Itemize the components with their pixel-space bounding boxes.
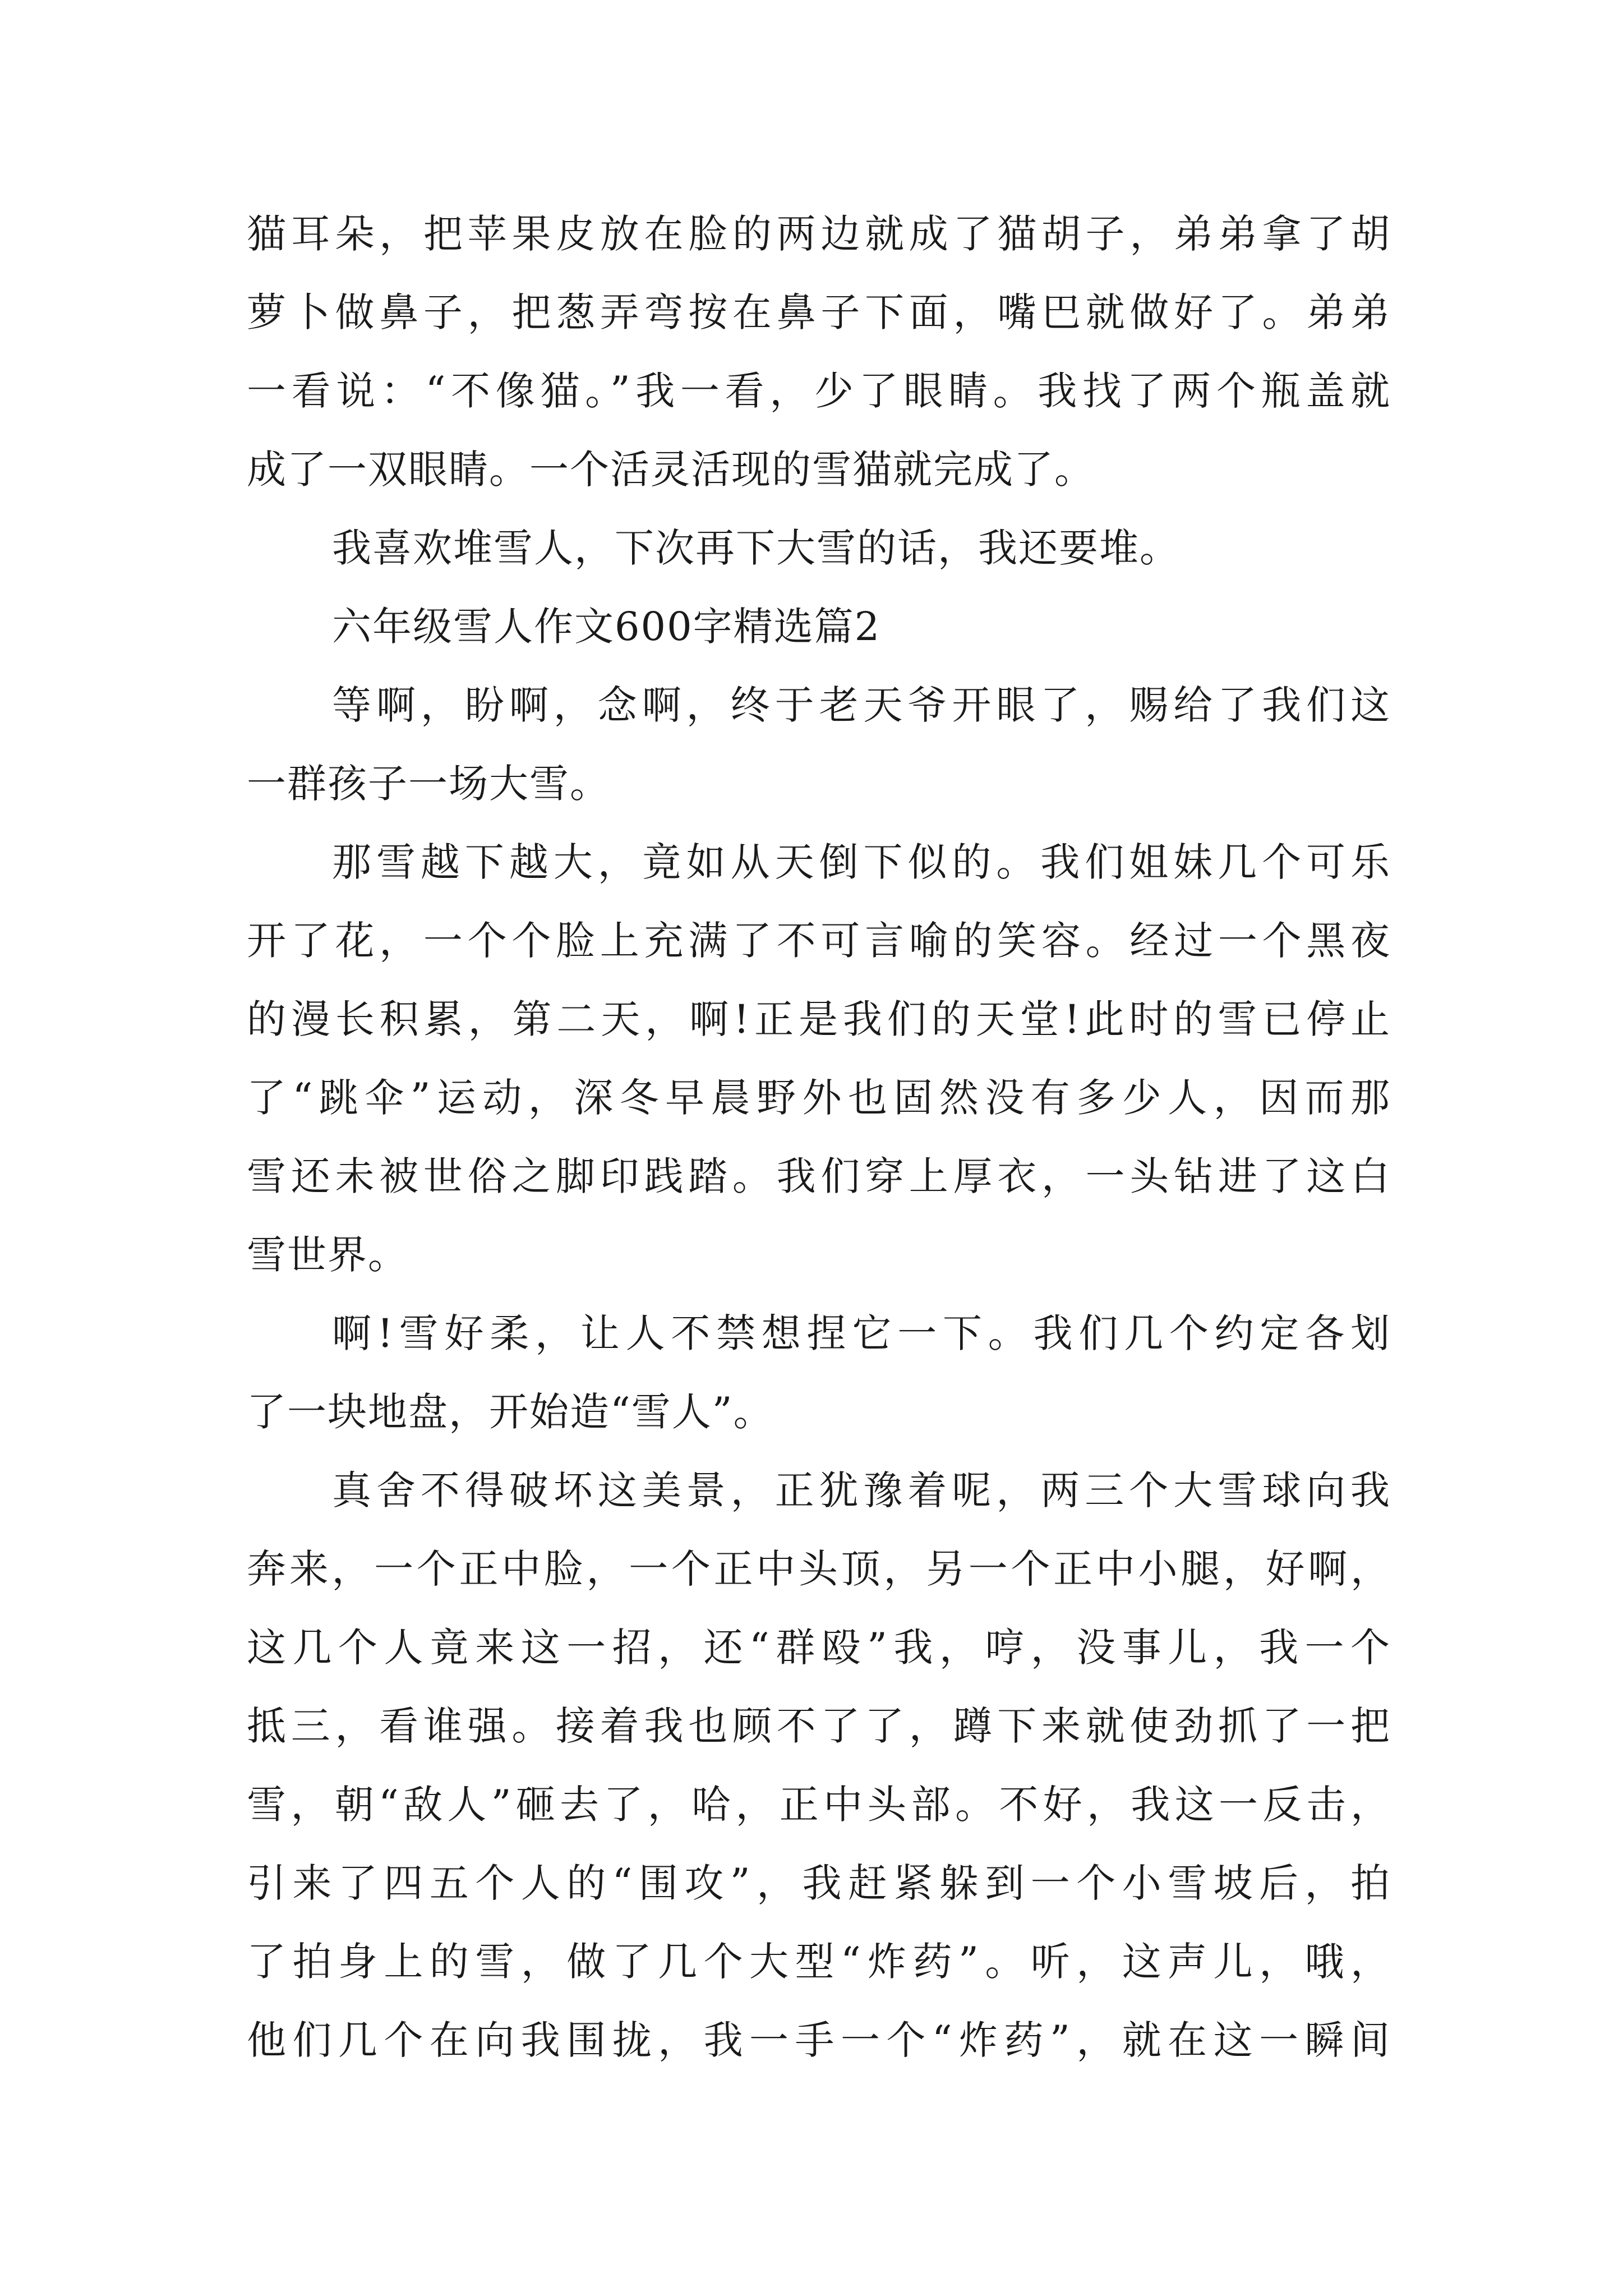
essay-body [247,195,1391,2079]
text-line: 雪还未被世俗之脚印践踏。我们穿上厚衣，一头钻进了这白 [247,1153,1391,1199]
text-line: 的漫长积累，第二天，啊!正是我们的天堂!此时的雪已停止 [247,996,1391,1042]
text-line: 萝卜做鼻子，把葱弄弯按在鼻子下面，嘴巴就做好了。弟弟 [247,289,1391,335]
text-line: 引来了四五个人的“围攻”，我赶紧躲到一个小雪坡后，拍 [247,1860,1391,1906]
text-line: 真舍不得破坏这美景，正犹豫着呢，两三个大雪球向我 [332,1467,1391,1513]
text-line: 猫耳朵，把苹果皮放在脸的两边就成了猫胡子，弟弟拿了胡 [247,211,1391,257]
text-line: 啊!雪好柔，让人不禁想捏它一下。我们几个约定各划 [332,1310,1391,1356]
text-line: 了拍身上的雪，做了几个大型“炸药”。听，这声儿，哦， [247,1939,1391,1985]
text-line: 一群孩子一场大雪。 [247,761,610,807]
text-line: 我喜欢堆雪人，下次再下大雪的话，我还要堆。 [332,525,1180,571]
text-line: 他们几个在向我围拢，我一手一个“炸药”，就在这一瞬间 [247,2017,1391,2063]
text-line: 雪，朝“敌人”砸去了，哈，正中头部。不好，我这一反击， [247,1782,1391,1828]
text-line: 雪世界。 [247,1232,408,1278]
text-line: 六年级雪人作文600字精选篇2 [332,604,881,650]
text-line: 了一块地盘，开始造“雪人”。 [247,1389,774,1435]
text-line: 成了一双眼睛。一个活灵活现的雪猫就完成了。 [247,447,1095,493]
text-line: 等啊，盼啊，念啊，终于老天爷开眼了，赐给了我们这 [332,682,1391,728]
text-line: 这几个人竟来这一招，还“群殴”我，哼，没事儿，我一个 [247,1625,1391,1671]
text-line: 那雪越下越大，竟如从天倒下似的。我们姐妹几个可乐 [332,839,1391,885]
text-line: 开了花，一个个脸上充满了不可言喻的笑容。经过一个黑夜 [247,918,1391,964]
text-line: 了“跳伞”运动，深冬早晨野外也固然没有多少人，因而那 [247,1075,1391,1121]
text-line: 抵三，看谁强。接着我也顾不了了，蹲下来就使劲抓了一把 [247,1703,1391,1749]
text-line: 一看说：“不像猫。”我一看，少了眼睛。我找了两个瓶盖就 [247,368,1391,414]
text-line: 奔来，一个正中脸，一个正中头顶，另一个正中小腿，好啊， [247,1546,1391,1592]
